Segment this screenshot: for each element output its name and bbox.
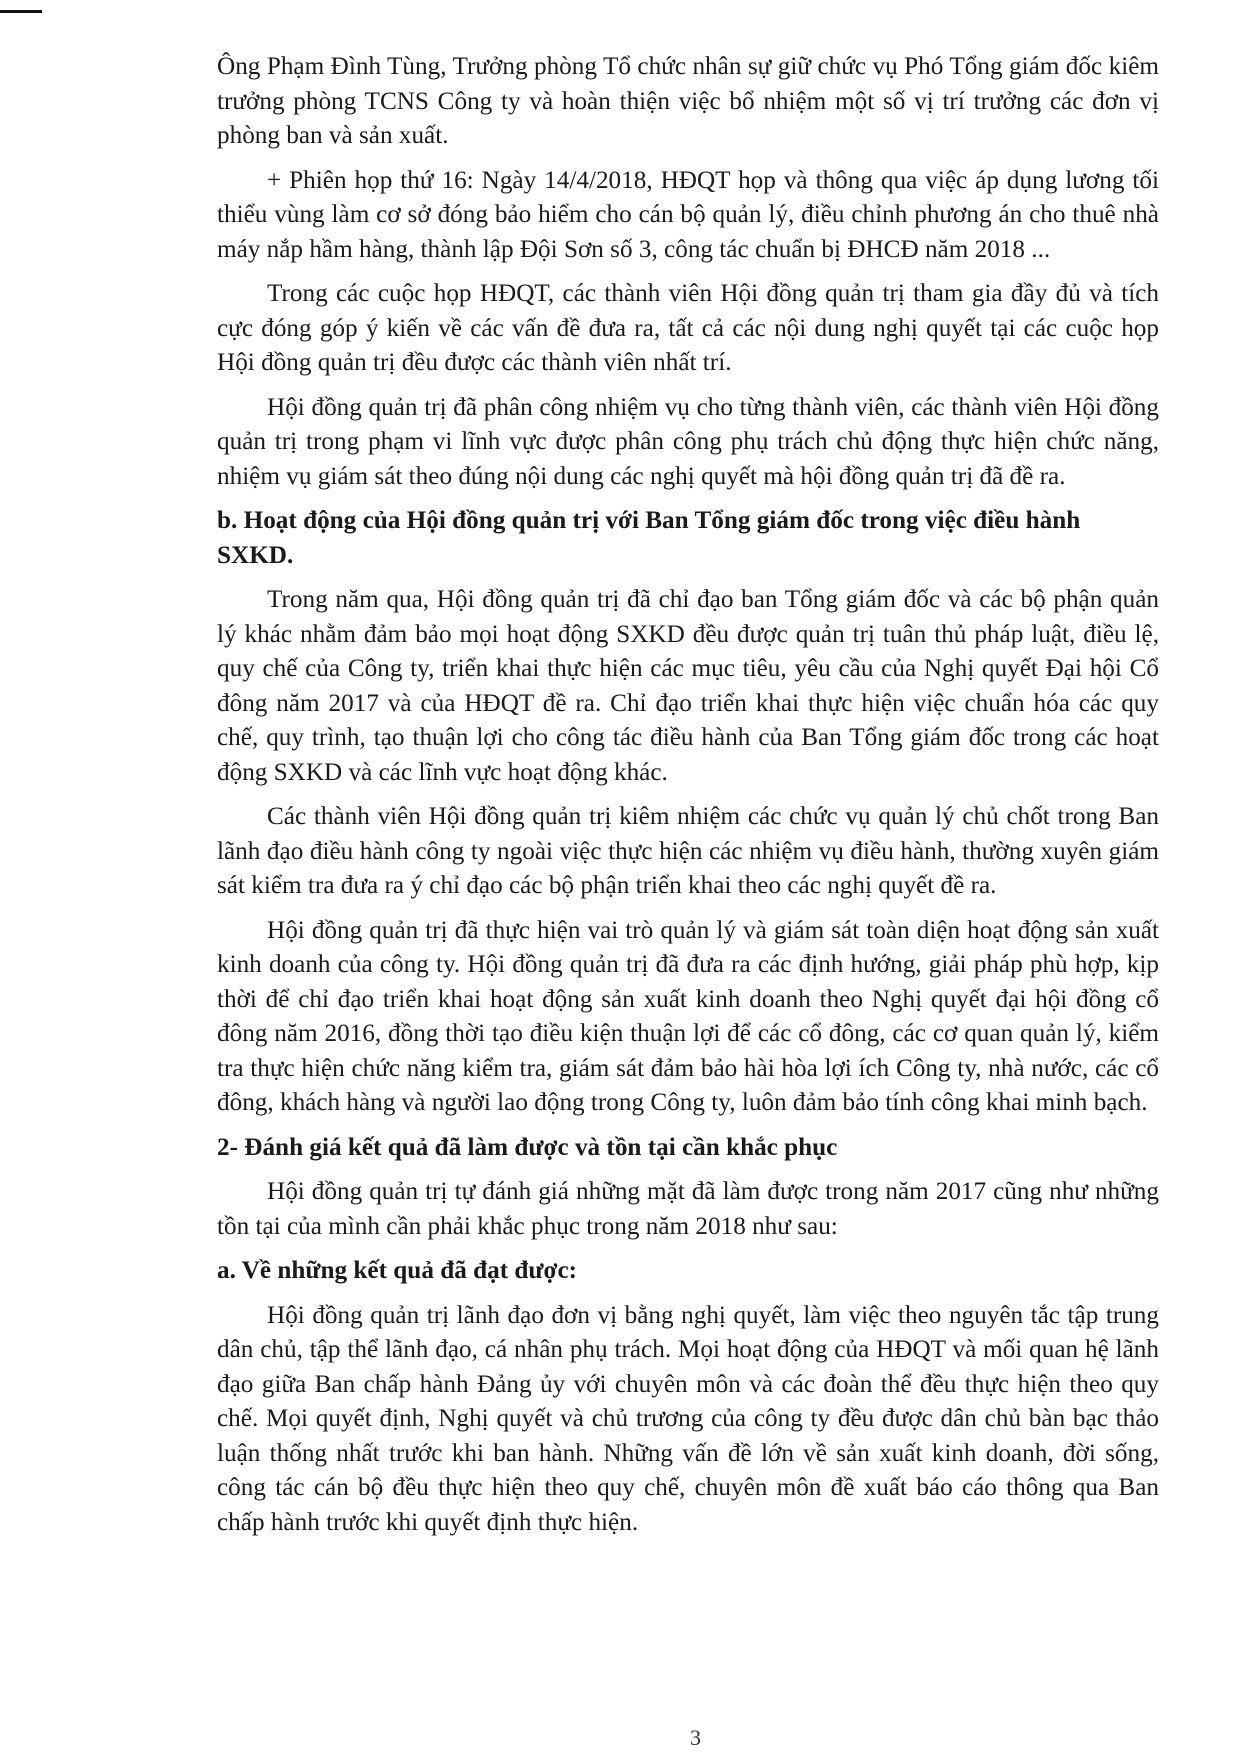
paragraph-members-roles: Các thành viên Hội đồng quản trị kiêm nhiệm các chức vụ quản lý chủ chốt trong Ban lãnh đạo điều hành công ty ngoài việc thực hiện các nhiệm vụ điều hành, thường xuyên giám sát kiểm tra đưa ra ý chỉ đạo các bộ phận triển khai theo các nghị quyết đề ra. bbox=[217, 803, 1159, 899]
paragraph-appointment: Ông Phạm Đình Tùng, Trưởng phòng Tổ chức nhân sự giữ chức vụ Phó Tổng giám đốc kiêm trưởng phòng TCNS Công ty và hoàn thiện việc bổ nhiệm một số vị trí trưởng các đơn vị phòng ban và sản xuất. bbox=[217, 53, 1159, 149]
document-page bbox=[217, 50, 1159, 1540]
section-heading-2: 2- Đánh giá kết quả đã làm được và tồn tại cần khắc phục bbox=[217, 1133, 838, 1161]
paragraph-direction: Trong năm qua, Hội đồng quản trị đã chỉ đạo ban Tổng giám đốc và các bộ phận quản lý khác nhằm đảm bảo mọi hoạt động SXKD đều được quản trị tuân thủ pháp luật, điều lệ, quy chế của Công ty, triển khai thực hiện các mục tiêu, yêu cầu của Nghị quyết Đại hội Cổ đông năm 2017 và của HĐQT đề ra. Chỉ đạo triển khai thực hiện việc chuẩn hóa các quy chế, quy trình, tạo thuận lợi cho công tác điều hành của Ban Tổng giám đốc trong các hoạt động SXKD và các lĩnh vực hoạt động khác. bbox=[217, 586, 1159, 786]
section-heading-a: a. Về những kết quả đã đạt được: bbox=[217, 1257, 578, 1284]
scan-edge-mark bbox=[0, 10, 42, 13]
paragraph-leadership: Hội đồng quản trị lãnh đạo đơn vị bằng nghị quyết, làm việc theo nguyên tắc tập trung dân chủ, tập thể lãnh đạo, cá nhân phụ trách. Mọi hoạt động của HĐQT và mối quan hệ lãnh đạo giữa Ban chấp hành Đảng ủy với chuyên môn và các đoàn thể đều thực hiện theo quy chế. Mọi quyết định, Nghị quyết và chủ trương của công ty đều được dân chủ bàn bạc thảo luận thống nhất trước khi ban hành. Những vấn đề lớn về sản xuất kinh doanh, đời sống, công tác cán bộ đều thực hiện theo quy chế, chuyên môn đề xuất báo cáo thông qua Ban chấp hành trước khi quyết định thực hiện. bbox=[217, 1301, 1159, 1536]
paragraph-board-meetings: Trong các cuộc họp HĐQT, các thành viên Hội đồng quản trị tham gia đầy đủ và tích cực đóng góp ý kiến về các vấn đề đưa ra, tất cả các nội dung nghị quyết tại các cuộc họp Hội đồng quản trị đều được các thành viên nhất trí. bbox=[217, 280, 1159, 376]
section-heading-b: b. Hoạt động của Hội đồng quản trị với Ban Tổng giám đốc trong việc điều hành SXKD. bbox=[217, 507, 1081, 569]
paragraph-self-assessment: Hội đồng quản trị tự đánh giá những mặt đã làm được trong năm 2017 cũng như những tồn tại của mình cần phải khắc phục trong năm 2018 như sau: bbox=[217, 1178, 1159, 1240]
paragraph-task-assignment: Hội đồng quản trị đã phân công nhiệm vụ cho từng thành viên, các thành viên Hội đồng quản trị trong phạm vi lĩnh vực được phân công phụ trách chủ động thực hiện chức năng, nhiệm vụ giám sát theo đúng nội dung các nghị quyết mà hội đồng quản trị đã đề ra. bbox=[217, 393, 1159, 490]
paragraph-supervision: Hội đồng quản trị đã thực hiện vai trò quản lý và giám sát toàn diện hoạt động sản xuất kinh doanh của công ty. Hội đồng quản trị đã đưa ra các định hướng, giải pháp phù hợp, kịp thời để chỉ đạo triển khai hoạt động sản xuất kinh doanh theo Nghị quyết đại hội đồng cổ đông năm 2016, đồng thời tạo điều kiện thuận lợi để các cổ đông, các cơ quan quản lý, kiểm tra thực hiện chức năng kiểm tra, giám sát đảm bảo hài hòa lợi ích Công ty, nhà nước, các cổ đông, khách hàng và người lao động trong Công ty, luôn đảm bảo tính công khai minh bạch. bbox=[217, 916, 1159, 1116]
paragraph-session-16: + Phiên họp thứ 16: Ngày 14/4/2018, HĐQT họp và thông qua việc áp dụng lương tối thiểu vùng làm cơ sở đóng bảo hiểm cho cán bộ quản lý, điều chỉnh phương án cho thuê nhà máy nắp hầm hàng, thành lập Đội Sơn số 3, công tác chuẩn bị ĐHCĐ năm 2018 ... bbox=[217, 166, 1159, 263]
page-number: 3 bbox=[690, 1725, 701, 1750]
